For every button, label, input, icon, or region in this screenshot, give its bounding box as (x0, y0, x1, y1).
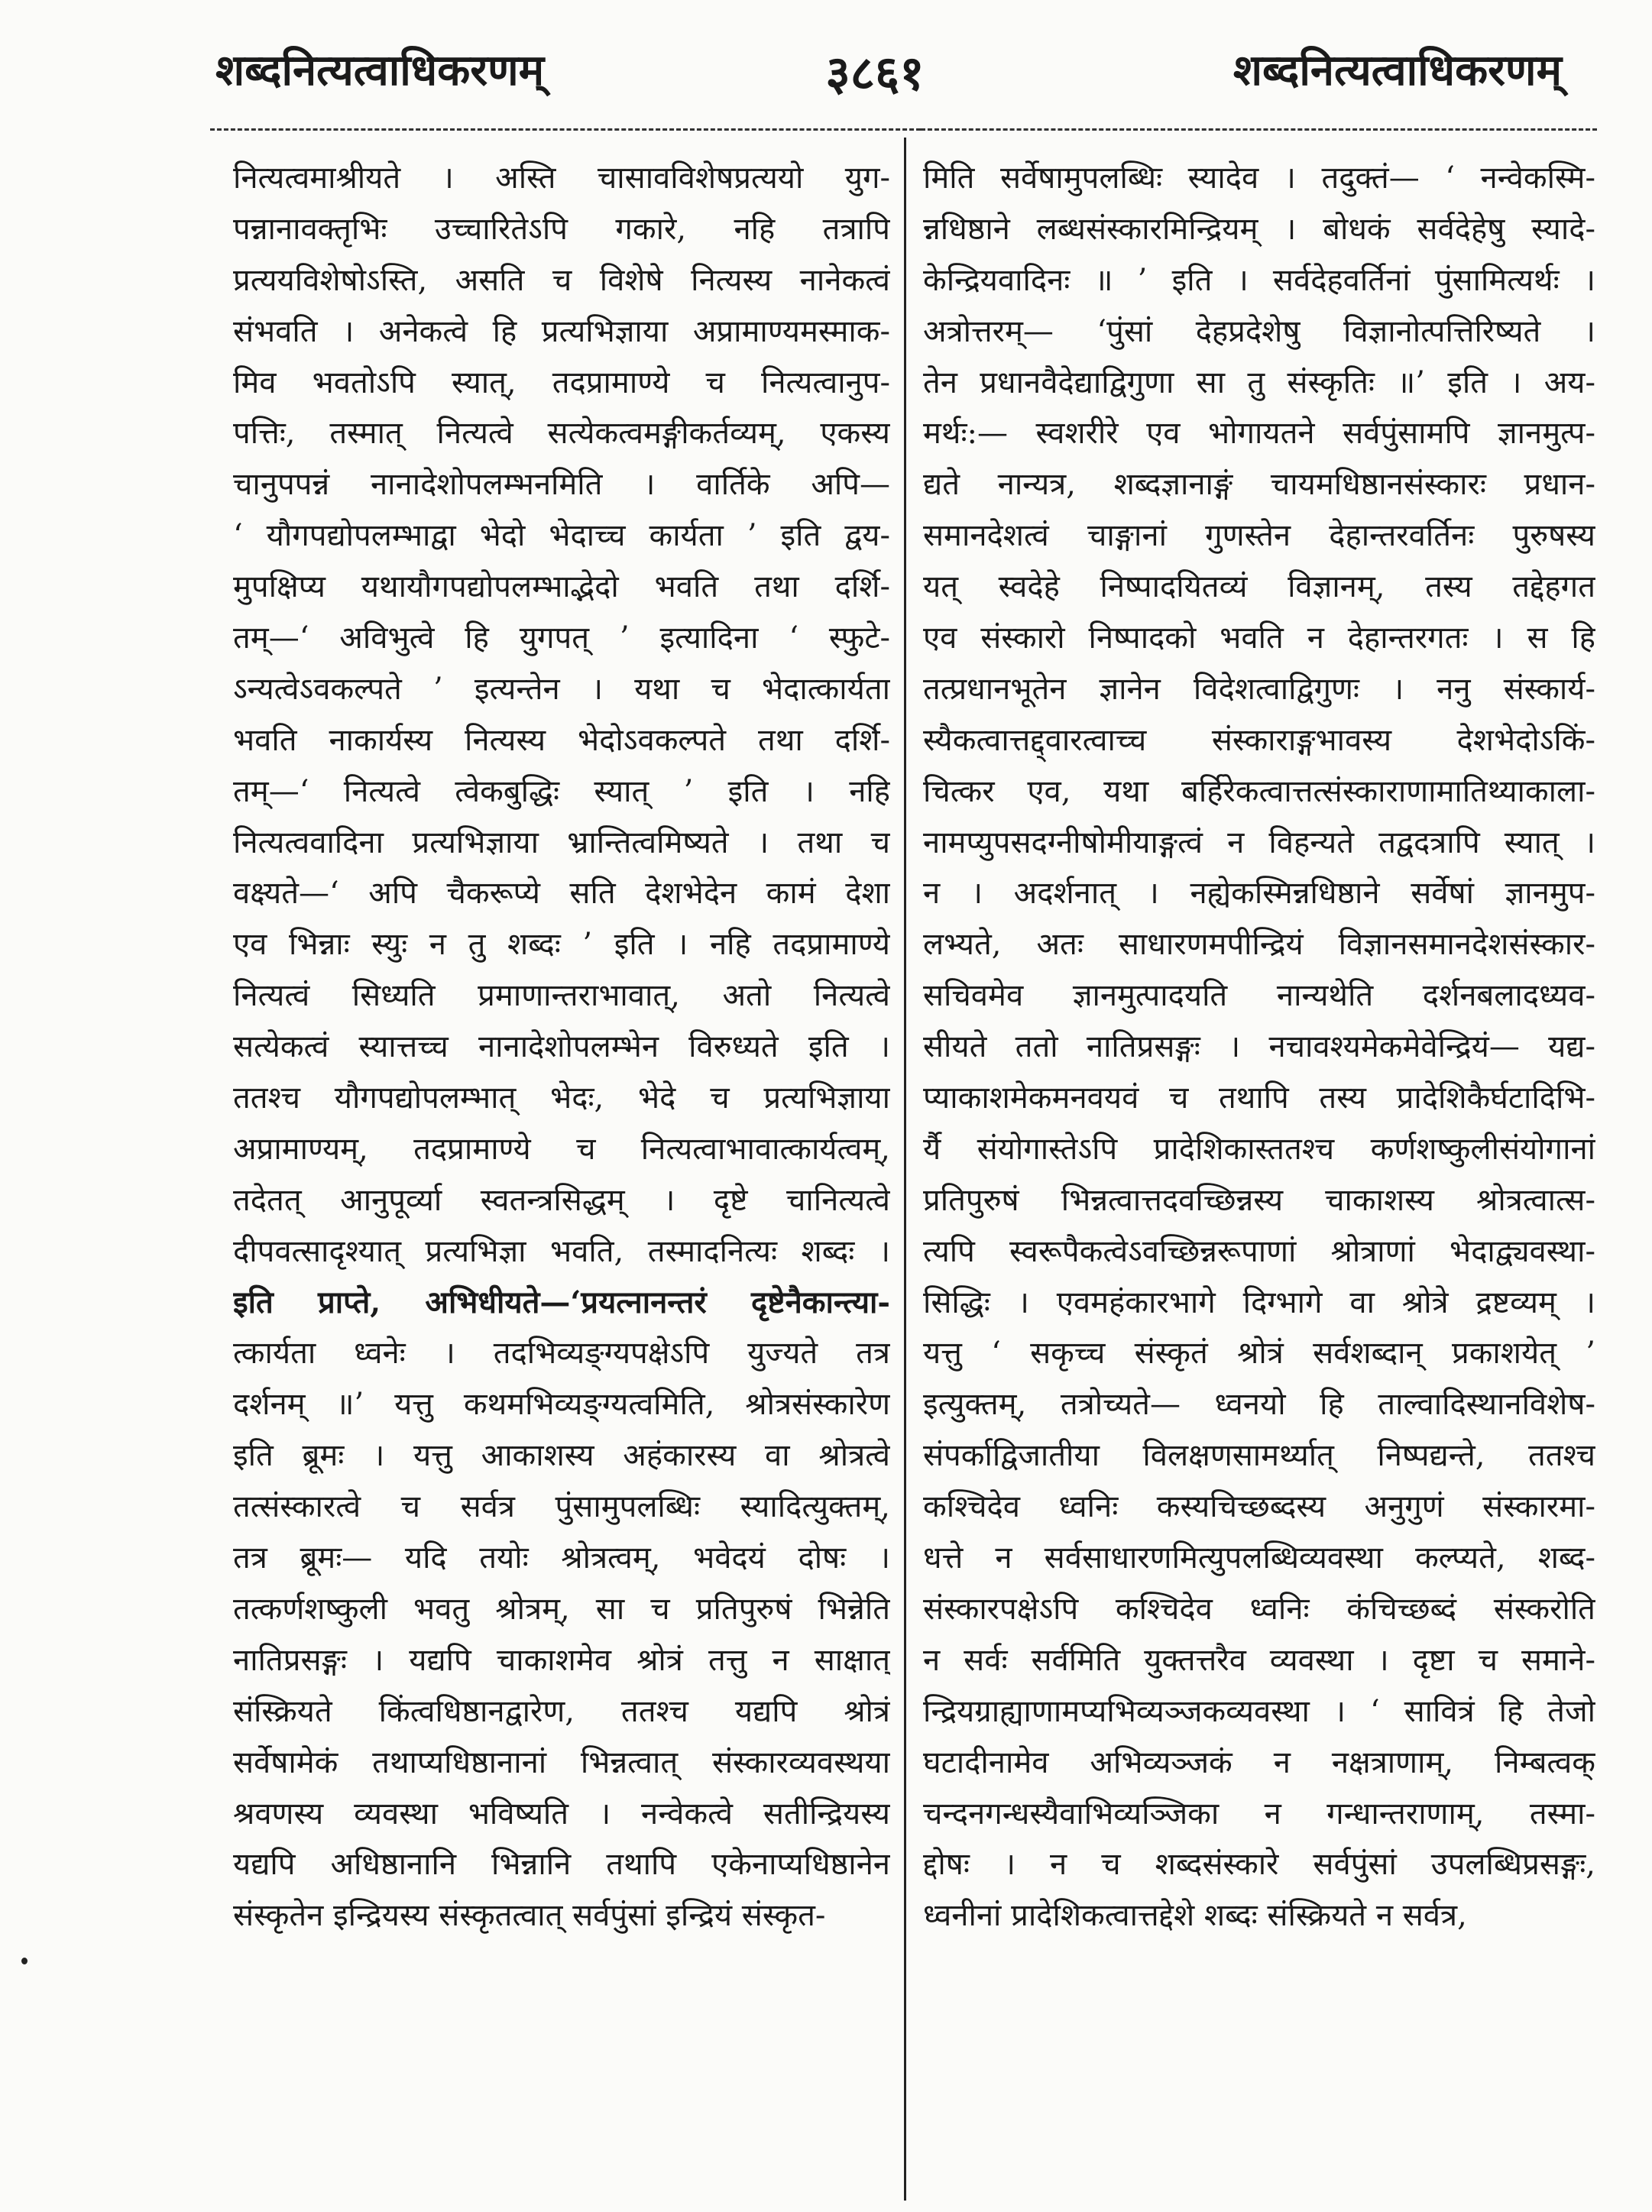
text-line: अत्रोत्तरम्— ‘पुंसां देहप्रदेशेषु विज्ञानोत्पत्तिरिष्यते । (923, 313, 1595, 349)
text-line: सर्वेषामेकं तथाप्यधिष्ठानानां भिन्नत्वात् संस्कारव्यवस्थया (233, 1744, 890, 1780)
text-line: ध्वनीनां प्रादेशिकत्वात्तद्देशे शब्दः संस्क्रियते न सर्वत्र, (923, 1898, 1467, 1934)
text-line: चित्कर एव, यथा बर्हिरेकत्वात्तत्संस्काराणामातिथ्याकाला- (923, 773, 1595, 809)
text-line: प्रत्ययविशेषोऽस्ति, असति च विशेषे नित्यस्य नानेकत्वं (233, 262, 890, 298)
column-divider (904, 138, 906, 2201)
text-line: नित्यत्ववादिना प्रत्यभिज्ञाया भ्रान्तित्वमिष्यते । तथा च (233, 824, 890, 860)
text-line: लभ्यते, अतः साधारणमपीन्द्रियं विज्ञानसमानदेशसंस्कार- (923, 927, 1595, 963)
text-line: ततश्च यौगपद्योपलम्भात् भेदः, भेदे च प्रत्यभिज्ञाया (233, 1080, 890, 1116)
text-line: तम्—‘ अविभुत्वे हि युगपत् ’ इत्यादिना ‘ स्फुटे- (233, 620, 890, 656)
header-rule-right (921, 128, 1597, 131)
text-line: वक्ष्यते—‘ अपि चैकरूप्ये सति देशभेदेन कामं देशा (233, 876, 890, 912)
text-line: तत्संस्कारत्वे च सर्वत्र पुंसामुपलब्धिः स्यादित्युक्तम्, (233, 1489, 890, 1525)
text-line: नामप्युपसदग्नीषोमीयाङ्गत्वं न विहन्यते तद्वदत्रापि स्यात् । (923, 824, 1595, 860)
header-rule-left (210, 128, 921, 131)
text-line: एव भिन्नाः स्युः न तु शब्दः ’ इति । नहि तदप्रामाण्ये (233, 927, 890, 963)
text-line: एव संस्कारो निष्पादको भवति न देहान्तरगतः । स हि (923, 620, 1595, 656)
text-line: तत्प्रधानभूतेन ज्ञानेन विदेशत्वाद्विगुणः । ननु संस्कार्य- (923, 671, 1595, 707)
text-line: धत्ते न सर्वसाधारणमित्युपलब्धिव्यवस्था कल्प्यते, शब्द- (923, 1540, 1595, 1576)
text-line: समानदेशत्वं चाङ्गानां गुणस्तेन देहान्तरवर्तिनः पुरुषस्य (923, 518, 1595, 554)
page-number: ३८६१ (825, 45, 925, 101)
text-line: सचिवमेव ज्ञानमुत्पादयति नान्यथेति दर्शनबलादध्यव- (923, 978, 1595, 1014)
text-line: मिव भवतोऽपि स्यात्, तदप्रामाण्ये च नित्यत्वानुप- (233, 364, 890, 400)
text-line: त्कार्यता ध्वनेः । तदभिव्यङ्ग्यपक्षेऽपि युज्यते तत्र (233, 1336, 890, 1372)
text-line: संभवति । अनेकत्वे हि प्रत्यभिज्ञाया अप्रामाण्यमस्माक- (233, 313, 890, 349)
text-line: चन्दनगन्धस्यैवाभिव्यञ्जिका न गन्धान्तराणाम्, तस्मा- (923, 1796, 1595, 1831)
text-line: इति प्राप्ते, अभिधीयते—‘प्रयत्नानन्तरं दृष्टेनैकान्त्या- (233, 1284, 890, 1320)
text-line: यद्यपि अधिष्ठानानि भिन्नानि तथापि एकेनाप्यधिष्ठानेन (233, 1847, 890, 1883)
text-line: मर्थः:— स्वशरीरे एव भोगायतने सर्वपुंसामपि ज्ञानमुत्प- (923, 416, 1595, 452)
text-line: संस्क्रियते किंत्वधिष्ठानद्वारेण, ततश्च यद्यपि श्रोत्रं (233, 1693, 890, 1729)
text-line: ‘ यौगपद्योपलम्भाद्वा भेदो भेदाच्च कार्यता ’ इति द्वय- (233, 518, 890, 554)
text-line: ऽन्यत्वेऽवकल्पते ’ इत्यन्तेन । यथा च भेदात्कार्यता (233, 671, 890, 707)
text-line: नित्यत्वमाश्रीयते । अस्ति चासावविशेषप्रत्ययो युग- (233, 160, 890, 196)
running-head-right: शब्दनित्यत्वाधिकरणम् (1233, 45, 1562, 96)
text-line: न सर्वः सर्वमिति युक्तत्तरैव व्यवस्था । दृष्टा च समाने- (923, 1642, 1595, 1678)
text-line: तदेतत् आनुपूर्व्या स्वतन्त्रसिद्धम् । दृष्टे चानित्यत्वे (233, 1182, 890, 1218)
text-line: नातिप्रसङ्गः । यद्यपि चाकाशमेव श्रोत्रं तत्तु न साक्षात् (233, 1642, 890, 1678)
text-line: संपर्काद्विजातीया विलक्षणसामर्थ्यात् निष्पद्यन्ते, ततश्च (923, 1438, 1595, 1474)
text-line: न्द्रियग्राह्याणामप्यभिव्यञ्जकव्यवस्था । ‘ सावित्रं हि तेजो (923, 1693, 1595, 1729)
text-line: मुपक्षिप्य यथायौगपद्योपलम्भाद्भेदो भवति तथा दर्शि- (233, 569, 890, 605)
text-line: द्यते नान्यत्र, शब्दज्ञानाङ्गं चायमधिष्ठानसंस्कारः प्रधान- (923, 467, 1595, 503)
text-line: सिद्धिः । एवमहंकारभागे दिग्भागे वा श्रोत्रे द्रष्टव्यम् । (923, 1284, 1595, 1320)
text-line: मिति सर्वेषामुपलब्धिः स्यादेव । तदुक्तं— ‘ नन्वेकस्मि- (923, 160, 1595, 196)
text-line: न । अदर्शनात् । नह्येकस्मिन्नधिष्ठाने सर्वेषां ज्ञानमुप- (923, 876, 1595, 912)
text-line: तेन प्रधानवैदेद्याद्विगुणा सा तु संस्कृतिः ॥’ इति । अय- (923, 364, 1595, 400)
text-line: त्यपि स्वरूपैकत्वेऽवच्छिन्नरूपाणां श्रोत्राणां भेदाद्व्यवस्था- (923, 1233, 1595, 1269)
text-line: केन्द्रियवादिनः ॥ ’ इति । सर्वदेहवर्तिनां पुंसामित्यर्थः । (923, 262, 1595, 298)
text-line: दीपवत्सादृश्यात् प्रत्यभिज्ञा भवति, तस्मादनित्यः शब्दः । (233, 1233, 890, 1269)
text-line: स्यैकत्वात्तद्द्वारत्वाच्च संस्काराङ्गभावस्य देशभेदोऽकिं- (923, 722, 1595, 758)
text-line: न्नधिष्ठाने लब्धसंस्कारमिन्द्रियम् । बोधकं सर्वदेहेषु स्यादे- (923, 211, 1595, 247)
text-line: नित्यत्वं सिध्यति प्रमाणान्तराभावात्, अतो नित्यत्वे (233, 978, 890, 1014)
right-column (923, 153, 1595, 2166)
text-line: र्यै संयोगास्तेऽपि प्रादेशिकास्ततश्च कर्णशष्कुलीसंयोगानां (923, 1131, 1595, 1167)
text-line: दर्शनम् ॥’ यत्तु कथमभिव्यङ्ग्यत्वमिति, श्रोत्रसंस्कारेण (233, 1387, 890, 1423)
running-head-left: शब्दनित्यत्वाधिकरणम् (215, 45, 545, 96)
text-line: घटादीनामेव अभिव्यञ्जकं न नक्षत्राणाम्, निम्बत्वक् (923, 1744, 1595, 1780)
text-line: कश्चिदेव ध्वनिः कस्यचिच्छब्दस्य अनुगुणं संस्कारमा- (923, 1489, 1595, 1525)
text-line: पन्नानावक्तृभिः उच्चारितेऽपि गकारे, नहि तत्रापि (233, 211, 890, 247)
text-line: अप्रामाण्यम्, तदप्रामाण्ये च नित्यत्वाभावात्कार्यत्वम्, (233, 1131, 890, 1167)
text-line: इत्युक्तम्, तत्रोच्यते— ध्वनयो हि ताल्वादिस्थानविशेष- (923, 1387, 1595, 1423)
text-line: यत्तु ‘ सकृच्च संस्कृतं श्रोत्रं सर्वशब्दान् प्रकाशयेत् ’ (923, 1336, 1595, 1372)
text-line: संस्कृतेन इन्द्रियस्य संस्कृतत्वात् सर्वपुंसां इन्द्रियं संस्कृत- (233, 1898, 826, 1934)
text-line: प्याकाशमेकमनवयवं च तथापि तस्य प्रादेशिकैर्घटादिभि- (923, 1080, 1595, 1116)
text-line: श्रवणस्य व्यवस्था भविष्यति । नन्वेकत्वे सतीन्द्रियस्य (233, 1796, 890, 1831)
page-header (0, 0, 1652, 134)
text-line: इति ब्रूमः । यत्तु आकाशस्य अहंकारस्य वा श्रोत्रत्वे (233, 1438, 890, 1474)
text-line: तत्कर्णशष्कुली भवतु श्रोत्रम्, सा च प्रतिपुरुषं भिन्नेति (233, 1591, 890, 1627)
text-line: यत् स्वदेहे निष्पादयितव्यं विज्ञानम्, तस्य तद्देहगत (923, 569, 1595, 605)
text-line: तत्र ब्रूमः— यदि तयोः श्रोत्रत्वम्, भवेदयं दोषः । (233, 1540, 890, 1576)
text-line: द्दोषः । न च शब्दसंस्कारे सर्वपुंसां उपलब्धिप्रसङ्गः, (923, 1847, 1595, 1883)
text-line: चानुपपन्नं नानादेशोपलम्भनमिति । वार्तिके अपि— (233, 467, 890, 503)
text-line: प्रतिपुरुषं भिन्नत्वात्तदवच्छिन्नस्य चाकाशस्य श्रोत्रत्वात्स- (923, 1182, 1595, 1218)
margin-speck (21, 1958, 28, 1964)
text-line: पत्तिः, तस्मात् नित्यत्वे सत्येकत्वमङ्गीकर्तव्यम्, एकस्य (233, 416, 890, 452)
text-line: भवति नाकार्यस्य नित्यस्य भेदोऽवकल्पते तथा दर्शि- (233, 722, 890, 758)
text-line: सीयते ततो नातिप्रसङ्गः । नचावश्यमेकमेवेन्द्रियं— यद्य- (923, 1029, 1595, 1065)
text-line: सत्येकत्वं स्यात्तच्च नानादेशोपलम्भेन विरुध्यते इति । (233, 1029, 890, 1065)
text-line: तम्—‘ नित्यत्वे त्वेकबुद्धिः स्यात् ’ इति । नहि (233, 773, 890, 809)
text-line: संस्कारपक्षेऽपि कश्चिदेव ध्वनिः कंचिच्छब्दं संस्करोति (923, 1591, 1595, 1627)
left-column (233, 153, 890, 2166)
